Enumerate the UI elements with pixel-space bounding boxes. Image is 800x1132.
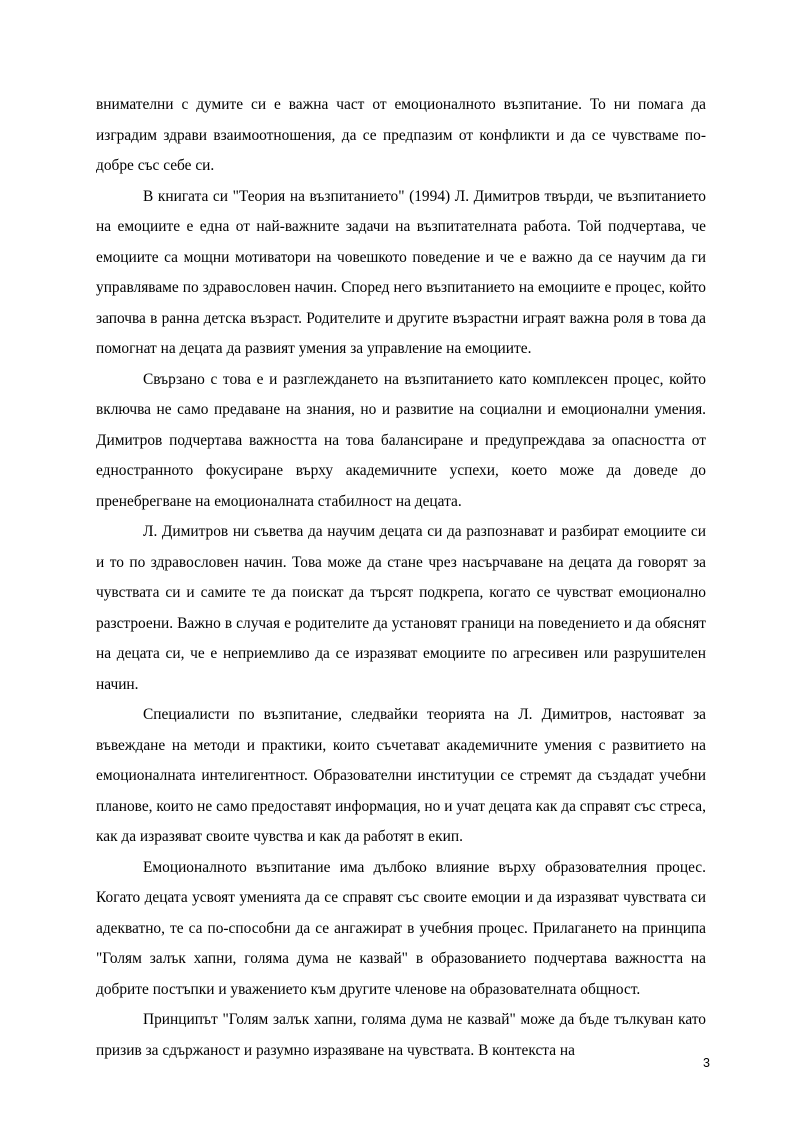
document-body [96, 90, 706, 1066]
paragraph: Специалисти по възпитание, следвайки теорията на Л. Димитров, настояват за въвеждане на методи и практики, които съчетават академичните умения с развитието на емоционалната интелигентност. Образователни институции се стремят да създадат учебни планове, които не само предоставят информация, но и учат децата как да справят със стреса, как да изразяват своите чувства и как да работят в екип. [96, 706, 706, 845]
paragraph-continued: внимателни с думите си е важна част от емоционалното възпитание. То ни помага да изградим здрави взаимоотношения, да се предпазим от конфликти и да се чувстваме по-добре със себе си. [96, 96, 706, 174]
page-number: 3 [703, 1056, 710, 1070]
paragraph: В книгата си "Теория на възпитанието" (1994) Л. Димитров твърди, че възпитанието на емоциите е една от най-важните задачи на възпитателната работа. Той подчертава, че емоциите са мощни мотиватори на човешкото поведение и че е важно да се научим да ги управляваме по здравословен начин. Според него възпитанието на емоциите е процес, който започва в ранна детска възраст. Родителите и другите възрастни играят важна роля в това да помогнат на децата да развият умения за управление на емоциите. [96, 187, 706, 357]
paragraph: Свързано с това е и разглеждането на възпитанието като комплексен процес, който включва не само предаване на знания, но и развитие на социални и емоционални умения. Димитров подчертава важността на това балансиране и предупреждава за опасността от едностранното фокусиране върху академичните успехи, което може да доведе до пренебрегване на емоционалната стабилност на децата. [96, 370, 706, 510]
paragraph: Принципът "Голям залък хапни, голяма дума не казвай" може да бъде тълкуван като призив за сдържаност и разумно изразяване на чувствата. В контекста на [96, 1011, 706, 1059]
paragraph: Емоционалното възпитание има дълбоко влияние върху образователния процес. Когато децата усвоят уменията да се справят със своите емоции и да изразяват чувствата си адекватно, те са по-способни да се ангажират в учебния процес. Прилагането на принципа "Голям залък хапни, голяма дума не казвай" в образованието подчертава важността на добрите постъпки и уважението към другите членове на образователната общност. [96, 858, 706, 998]
paragraph: Л. Димитров ни съветва да научим децата си да разпознават и разбират емоциите си и то по здравословен начин. Това може да стане чрез насърчаване на децата да говорят за чувствата си и самите те да поискат да търсят подкрепа, когато се чувстват емоционално разстроени. Важно в случая е родителите да установят граници на поведението и да обяснят на децата си, че е неприемливо да се изразяват емоциите по агресивен или разрушителен начин. [96, 523, 706, 693]
